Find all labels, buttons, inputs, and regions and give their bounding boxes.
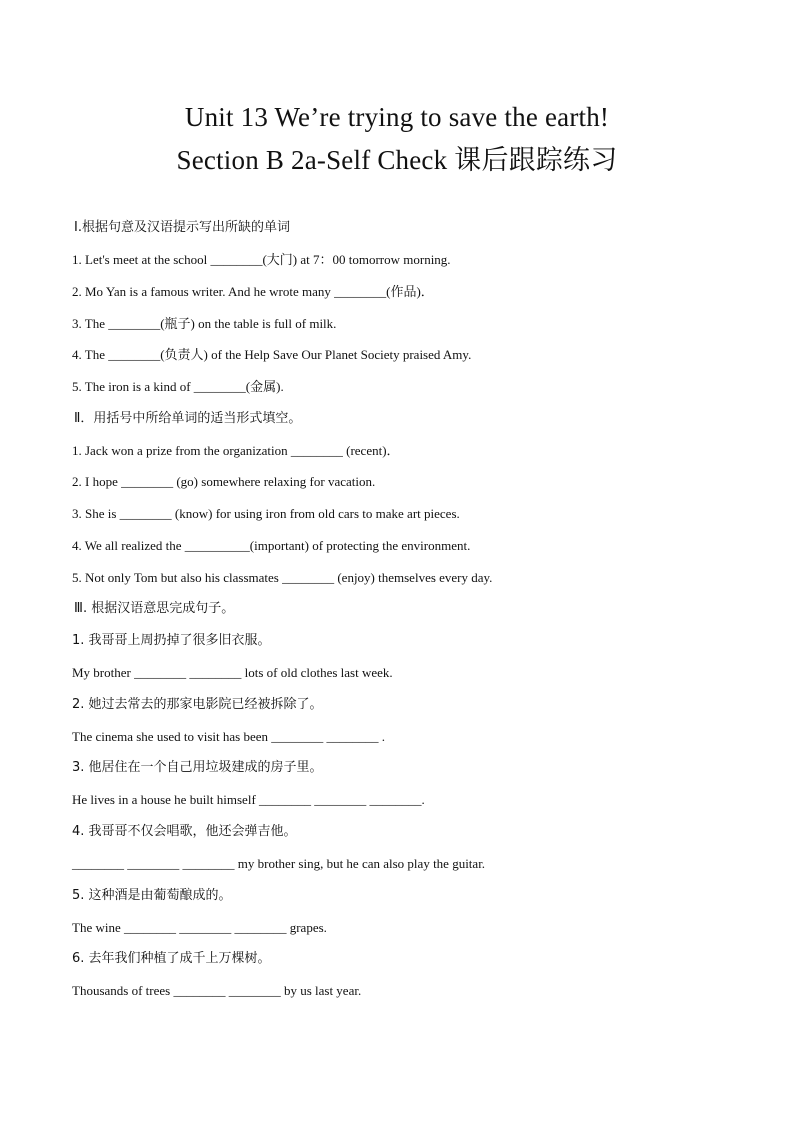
part2-item-4: 4. We all realized the __________(important) of protecting the environment. [72, 538, 471, 553]
part1-item-3: 3. The ________(瓶子) on the table is full of milk. [72, 316, 337, 331]
part2-heading: Ⅱ．用括号中所给单词的适当形式填空。 [74, 411, 302, 426]
part2-item-3: 3. She is ________ (know) for using iron from old cars to make art pieces. [72, 506, 460, 521]
part3-item-3-english: He lives in a house he built himself ________ ________ ________. [72, 792, 425, 807]
part3-item-2-english: The cinema she used to visit has been ________ ________ . [72, 729, 386, 744]
part1-item-4: 4. The ________(负责人) of the Help Save Our Planet Society praised Amy. [72, 347, 472, 362]
part2-item-2: 2. I hope ________ (go) somewhere relaxing for vacation. [72, 474, 376, 489]
worksheet-title: Unit 13 We’re trying to save the earth! [184, 102, 610, 132]
part3-item-4-english: ________ ________ ________ my brother sing, but he can also play the guitar. [72, 856, 486, 871]
part3-item-6-english: Thousands of trees ________ ________ by us last year. [72, 983, 362, 998]
part3-item-4-chinese: 4. 我哥哥不仅会唱歌，他还会弹吉他。 [72, 824, 297, 839]
part3-item-3-chinese: 3. 他居住在一个自己用垃圾建成的房子里。 [72, 760, 323, 775]
part3-item-1-english: My brother ________ ________ lots of old clothes last week. [72, 665, 393, 680]
part3-item-5-english: The wine ________ ________ ________ grapes. [72, 920, 327, 935]
part1-item-1: 1. Let's meet at the school ________(大门) at 7：00 tomorrow morning. [72, 252, 451, 267]
worksheet-subtitle: Section B 2a-Self Check 课后跟踪练习 [176, 145, 618, 175]
part3-item-1-chinese: 1. 我哥哥上周扔掉了很多旧衣服。 [72, 633, 271, 648]
part1-item-2: 2. Mo Yan is a famous writer. And he wrote many ________(作品)． [72, 284, 434, 299]
part1-heading: Ⅰ.根据句意及汉语提示写出所缺的单词 [74, 220, 290, 235]
part2-item-1: 1. Jack won a prize from the organization ________ (recent)． [72, 443, 400, 458]
part3-item-2-chinese: 2. 她过去常去的那家电影院已经被拆除了。 [72, 697, 323, 712]
part3-heading: Ⅲ. 根据汉语意思完成句子。 [74, 601, 235, 616]
part3-item-5-chinese: 5. 这种酒是由葡萄酿成的。 [72, 888, 232, 903]
part2-item-5: 5. Not only Tom but also his classmates ________ (enjoy) themselves every day. [72, 570, 493, 585]
part3-item-6-chinese: 6. 去年我们种植了成千上万棵树。 [72, 951, 271, 966]
part1-item-5: 5. The iron is a kind of ________(金属). [72, 379, 284, 394]
